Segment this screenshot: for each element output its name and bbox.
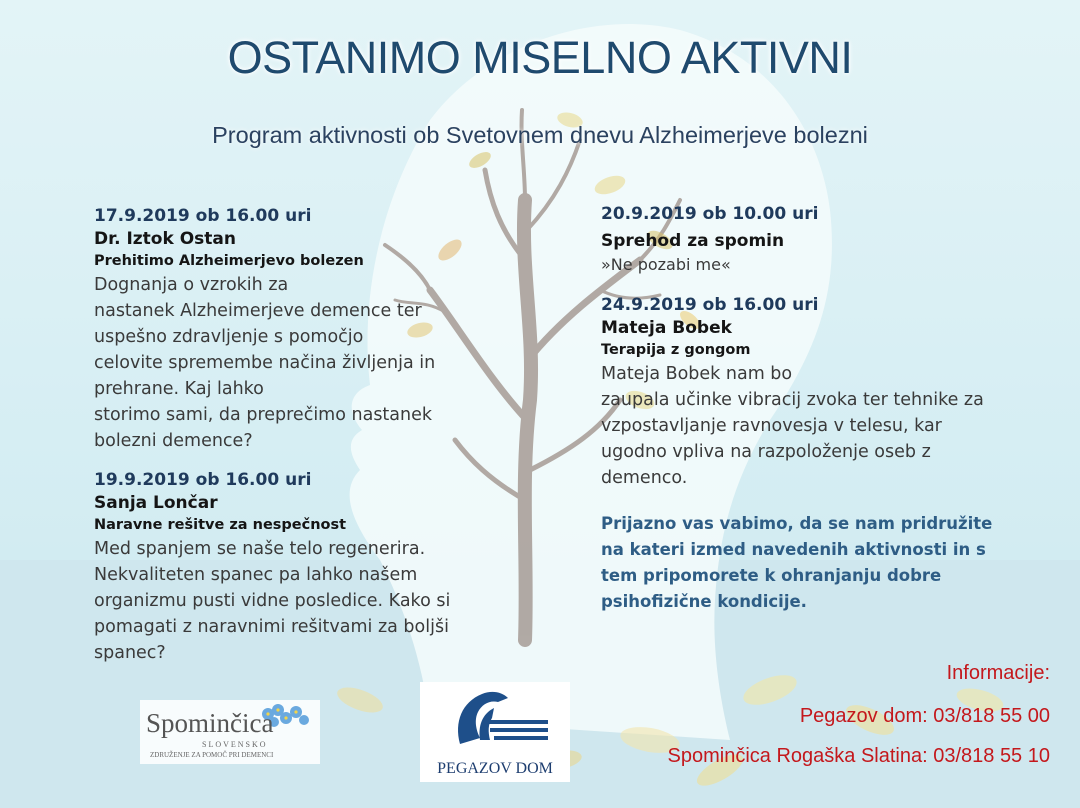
event-1 — [94, 204, 534, 454]
contact-heading: Informacije: — [946, 662, 1050, 684]
description-line: pomagati z naravnimi rešitvami za boljši — [94, 617, 449, 637]
event-speaker: Dr. Iztok Ostan — [94, 229, 236, 249]
description-line: ugodno vpliva na razpoloženje oseb z — [601, 442, 931, 462]
left-column — [94, 204, 534, 676]
event-date: 20.9.2019 ob 10.00 uri — [601, 204, 819, 224]
event-topic: Terapija z gongom — [601, 342, 751, 358]
event-description — [601, 361, 1061, 491]
event-description — [601, 253, 1061, 277]
event-speaker: Mateja Bobek — [601, 318, 732, 338]
event-description — [94, 272, 534, 454]
invitation-line: na kateri izmed navedenih aktivnosti in s — [601, 540, 986, 559]
description-line: organizmu pusti vidne posledice. Kako si — [94, 591, 451, 611]
event-4 — [601, 293, 1061, 491]
contact-pegazov: Pegazov dom: 03/818 55 00 — [799, 705, 1050, 727]
event-date: 19.9.2019 ob 16.00 uri — [94, 470, 312, 490]
right-column — [601, 202, 1061, 615]
description-line: Nekvaliteten spanec pa lahko našem — [94, 565, 418, 585]
invitation-line: psihofizične kondicije. — [601, 592, 807, 611]
event-3 — [601, 202, 1061, 277]
description-line: uspešno zdravljenje s pomočjo — [94, 327, 364, 347]
contact-spomincica: Spominčica Rogaška Slatina: 03/818 55 10 — [667, 745, 1050, 767]
event-date: 17.9.2019 ob 16.00 uri — [94, 206, 312, 226]
page-title: OSTANIMO MISELNO AKTIVNI — [227, 32, 853, 83]
description-line: Dognanja o vzrokih za — [94, 275, 289, 295]
description-line: celovite spremembe načina življenja in — [94, 353, 436, 373]
description-line: bolezni demence? — [94, 431, 253, 451]
description-line: vzpostavljanje ravnovesja v telesu, kar — [601, 416, 942, 436]
spomincica-logo-tagline: ZDRUŽENJE ZA POMOČ PRI DEMENCI — [150, 751, 274, 759]
description-line: Mateja Bobek nam bo — [601, 364, 793, 384]
spomincica-logo — [140, 700, 320, 764]
description-line: demenco. — [601, 468, 688, 488]
pegazov-dom-logo — [420, 682, 570, 782]
invitation-text — [601, 511, 1061, 615]
description-line: »Ne pozabi me« — [601, 255, 731, 274]
description-line: Med spanjem se naše telo regenerira. — [94, 539, 426, 559]
event-description — [94, 536, 534, 666]
event-speaker: Sanja Lončar — [94, 493, 218, 513]
event-date: 24.9.2019 ob 16.00 uri — [601, 295, 819, 315]
description-line: prehrane. Kaj lahko — [94, 379, 264, 399]
description-line: zaupala učinke vibracij zvoka ter tehnike za — [601, 390, 984, 410]
spomincica-logo-name: Spominčica — [146, 708, 274, 738]
description-line: spanec? — [94, 643, 166, 663]
spomincica-logo-sub: SLOVENSKO — [202, 740, 268, 749]
invitation-line: Prijazno vas vabimo, da se nam pridružite — [601, 514, 993, 533]
pegazov-logo-name: PEGAZOV DOM — [437, 760, 553, 777]
invitation-line: tem pripomorete k ohranjanju dobre — [601, 566, 942, 585]
event-speaker: Sprehod za spomin — [601, 231, 785, 251]
description-line: storimo sami, da preprečimo nastanek — [94, 405, 433, 425]
description-line: nastanek Alzheimerjeve demence ter — [94, 301, 422, 321]
event-2 — [94, 468, 534, 666]
page-subtitle: Program aktivnosti ob Svetovnem dnevu Alzheimerjeve bolezni — [212, 122, 868, 148]
event-topic: Prehitimo Alzheimerjevo bolezen — [94, 253, 364, 269]
event-topic: Naravne rešitve za nespečnost — [94, 517, 347, 533]
